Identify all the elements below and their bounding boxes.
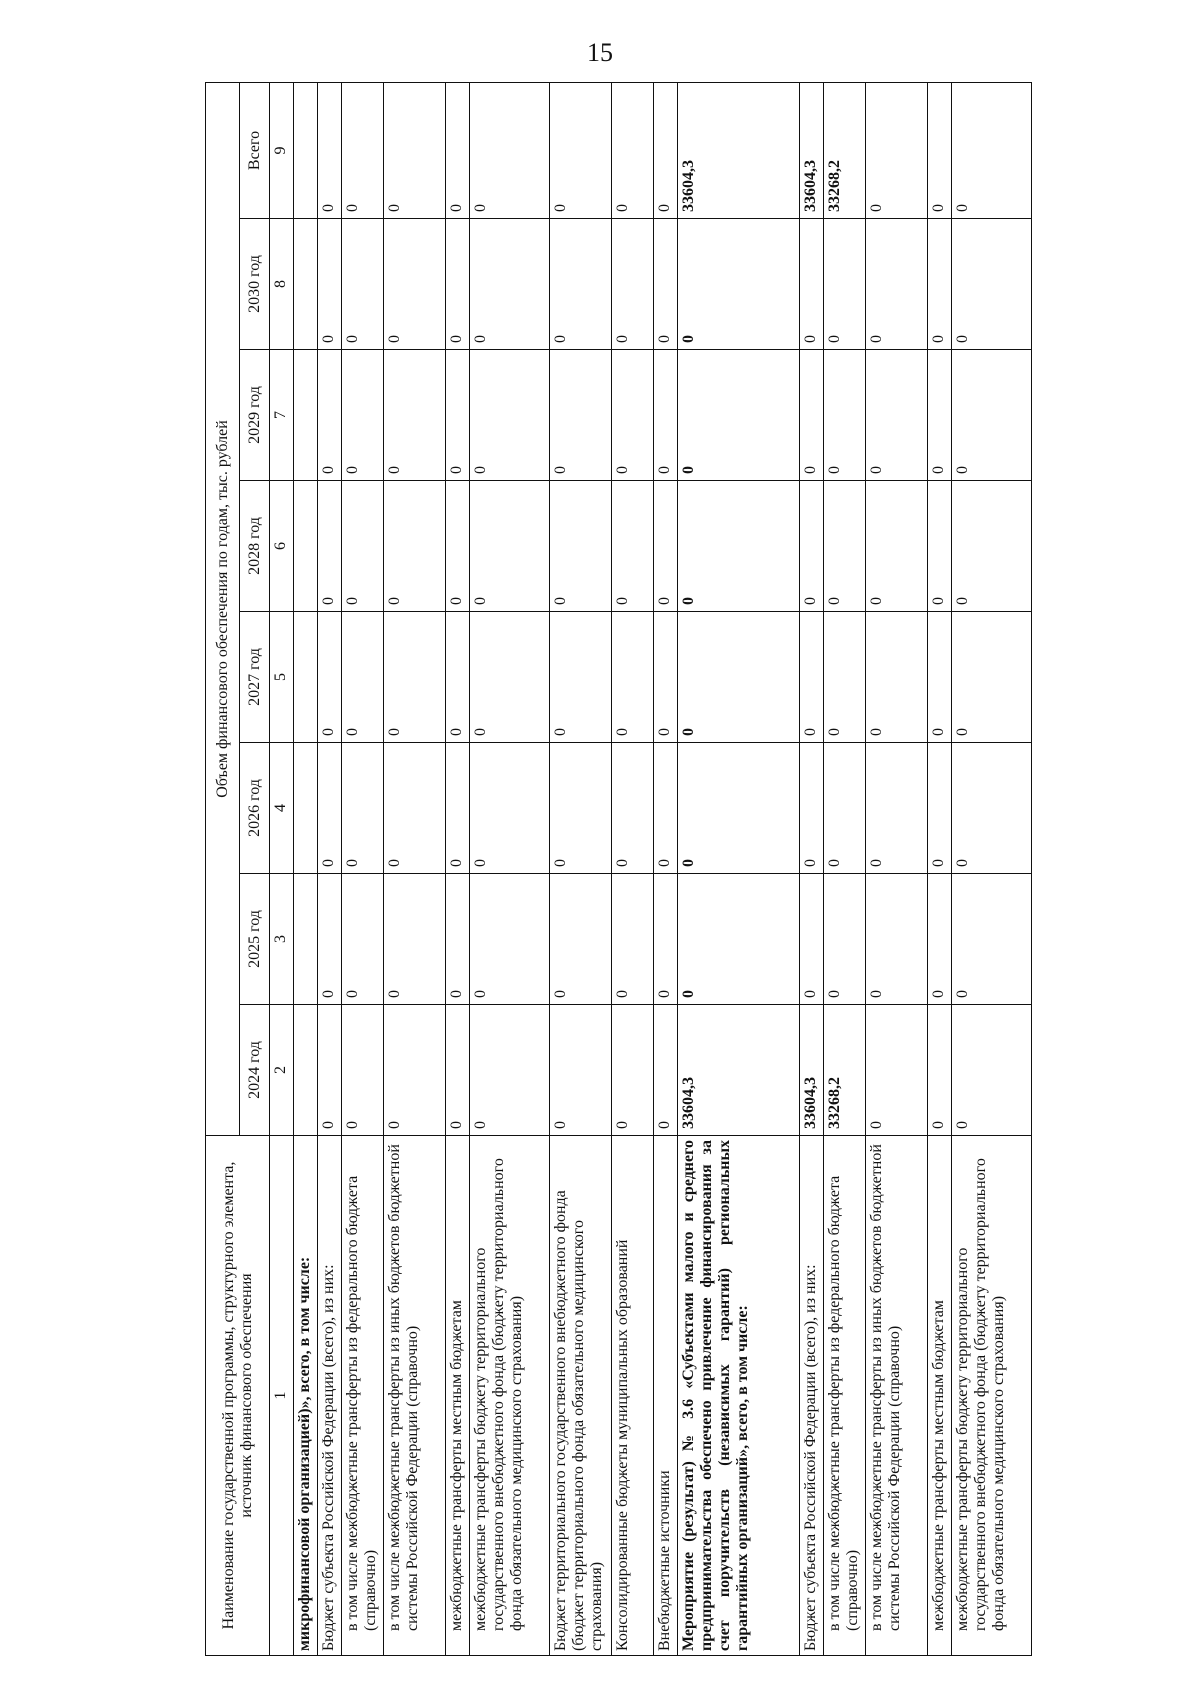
table-row — [612, 82, 654, 1655]
cell-value: 0 — [470, 350, 550, 481]
cell-value: 33268,2 — [824, 82, 866, 218]
cell-value: 0 — [654, 350, 678, 481]
cell-value: 0 — [384, 82, 446, 218]
cell-value: 33604,3 — [800, 82, 824, 218]
cell-value: 0 — [866, 350, 928, 481]
header-year: 2028 год — [240, 481, 270, 612]
cell-value: 0 — [866, 481, 928, 612]
row-label: межбюджетные трансферты местным бюджетам — [928, 1136, 952, 1656]
cell-value — [294, 612, 318, 743]
cell-value: 0 — [612, 219, 654, 350]
cell-value: 0 — [384, 219, 446, 350]
table-row — [952, 82, 1032, 1655]
column-index: 6 — [270, 481, 294, 612]
cell-value: 0 — [318, 1005, 342, 1136]
cell-value: 0 — [446, 874, 470, 1005]
cell-value: 0 — [824, 481, 866, 612]
cell-value: 0 — [384, 612, 446, 743]
cell-value: 0 — [928, 743, 952, 874]
cell-value: 0 — [928, 874, 952, 1005]
cell-value: 0 — [654, 1005, 678, 1136]
cell-value: 0 — [446, 1005, 470, 1136]
cell-value: 0 — [952, 1005, 1032, 1136]
cell-value: 0 — [446, 350, 470, 481]
header-year: 2024 год — [240, 1005, 270, 1136]
cell-value — [294, 82, 318, 218]
column-index: 5 — [270, 612, 294, 743]
cell-value: 0 — [342, 82, 384, 218]
cell-value: 0 — [800, 481, 824, 612]
row-label: в том числе межбюджетные трансферты из федерального бюджета (справочно) — [824, 1136, 866, 1656]
cell-value — [294, 350, 318, 481]
cell-value: 0 — [952, 743, 1032, 874]
cell-value: 0 — [446, 612, 470, 743]
table-row — [550, 82, 612, 1655]
cell-value: 0 — [654, 481, 678, 612]
cell-value: 0 — [342, 1005, 384, 1136]
financing-table — [205, 82, 1032, 1656]
cell-value: 0 — [678, 481, 800, 612]
cell-value: 0 — [952, 219, 1032, 350]
cell-value: 0 — [928, 82, 952, 218]
header-total: Всего — [240, 82, 270, 218]
cell-value: 0 — [678, 612, 800, 743]
header-financing-group: Объем финансового обеспечения по годам, тыс. рублей — [206, 82, 240, 1135]
row-label: Мероприятие (результат) № 3.6 «Субъектами малого и среднего предпринимательства обеспечено привлечение финансирования за счет поручительств (независимых гарантий) региональных гарантийных организаций», всего, в том числе: — [678, 1136, 800, 1656]
cell-value: 0 — [654, 743, 678, 874]
cell-value: 0 — [384, 481, 446, 612]
cell-value: 0 — [866, 743, 928, 874]
cell-value: 0 — [550, 481, 612, 612]
cell-value: 0 — [342, 350, 384, 481]
cell-value: 0 — [550, 350, 612, 481]
cell-value: 0 — [612, 612, 654, 743]
table-row — [678, 82, 800, 1655]
cell-value: 0 — [654, 612, 678, 743]
cell-value: 0 — [866, 82, 928, 218]
table-row — [318, 82, 342, 1655]
row-label: в том числе межбюджетные трансферты из иных бюджетов бюджетной системы Российской Федерации (справочно) — [384, 1136, 446, 1656]
cell-value: 0 — [800, 219, 824, 350]
cell-value: 0 — [318, 612, 342, 743]
cell-value: 0 — [952, 481, 1032, 612]
row-label: межбюджетные трансферты бюджету территориального государственного внебюджетного фонда (бюджету территориального фонда обязательного медицинского страхования) — [470, 1136, 550, 1656]
column-index: 3 — [270, 874, 294, 1005]
cell-value: 0 — [866, 612, 928, 743]
cell-value: 0 — [550, 612, 612, 743]
cell-value: 0 — [384, 874, 446, 1005]
cell-value: 0 — [342, 743, 384, 874]
cell-value: 0 — [318, 481, 342, 612]
cell-value: 0 — [928, 350, 952, 481]
cell-value: 0 — [318, 874, 342, 1005]
cell-value: 0 — [952, 82, 1032, 218]
row-label: в том числе межбюджетные трансферты из федерального бюджета (справочно) — [342, 1136, 384, 1656]
cell-value: 0 — [612, 82, 654, 218]
table-row — [824, 82, 866, 1655]
cell-value: 0 — [654, 82, 678, 218]
cell-value: 0 — [612, 743, 654, 874]
cell-value: 0 — [384, 1005, 446, 1136]
header-year: 2029 год — [240, 350, 270, 481]
cell-value: 0 — [470, 82, 550, 218]
cell-value: 33604,3 — [678, 1005, 800, 1136]
cell-value: 0 — [824, 612, 866, 743]
cell-value: 0 — [318, 82, 342, 218]
column-index: 8 — [270, 219, 294, 350]
header-year: 2026 год — [240, 743, 270, 874]
column-index: 2 — [270, 1005, 294, 1136]
rotated-table-wrapper — [205, 82, 1105, 1656]
page-number: 15 — [587, 38, 613, 67]
table-row — [384, 82, 446, 1655]
cell-value: 0 — [342, 874, 384, 1005]
cell-value: 0 — [612, 1005, 654, 1136]
cell-value: 0 — [824, 219, 866, 350]
cell-value: 33268,2 — [824, 1005, 866, 1136]
row-label: Бюджет субъекта Российской Федерации (всего), из них: — [318, 1136, 342, 1656]
cell-value: 0 — [550, 743, 612, 874]
table-row — [654, 82, 678, 1655]
cell-value — [294, 874, 318, 1005]
cell-value: 0 — [800, 743, 824, 874]
table-row — [866, 82, 928, 1655]
column-index: 4 — [270, 743, 294, 874]
cell-value — [294, 481, 318, 612]
cell-value: 0 — [678, 219, 800, 350]
table-row — [800, 82, 824, 1655]
cell-value: 0 — [470, 481, 550, 612]
header-year: 2027 год — [240, 612, 270, 743]
cell-value: 0 — [678, 350, 800, 481]
cell-value: 0 — [824, 874, 866, 1005]
cell-value: 0 — [800, 612, 824, 743]
cell-value: 0 — [612, 481, 654, 612]
row-label: в том числе межбюджетные трансферты из иных бюджетов бюджетной системы Российской Федерации (справочно) — [866, 1136, 928, 1656]
cell-value: 0 — [678, 874, 800, 1005]
row-label: микрофинансовой организацией)», всего, в том числе: — [294, 1136, 318, 1656]
cell-value: 0 — [470, 743, 550, 874]
cell-value: 0 — [342, 612, 384, 743]
column-index: 7 — [270, 350, 294, 481]
cell-value: 0 — [470, 219, 550, 350]
cell-value: 0 — [952, 612, 1032, 743]
cell-value: 0 — [952, 350, 1032, 481]
row-label: Внебюджетные источники — [654, 1136, 678, 1656]
cell-value: 33604,3 — [800, 1005, 824, 1136]
row-label: Консолидированные бюджеты муниципальных образований — [612, 1136, 654, 1656]
cell-value: 0 — [342, 481, 384, 612]
cell-value: 0 — [612, 874, 654, 1005]
row-label: межбюджетные трансферты местным бюджетам — [446, 1136, 470, 1656]
column-index: 9 — [270, 82, 294, 218]
cell-value: 0 — [800, 874, 824, 1005]
cell-value: 0 — [446, 743, 470, 874]
cell-value: 0 — [654, 874, 678, 1005]
cell-value: 0 — [446, 219, 470, 350]
table-row — [294, 82, 318, 1655]
cell-value — [294, 1005, 318, 1136]
cell-value: 0 — [866, 219, 928, 350]
cell-value: 0 — [824, 743, 866, 874]
cell-value: 0 — [470, 1005, 550, 1136]
cell-value: 0 — [550, 82, 612, 218]
row-label: Бюджет территориального государственного внебюджетного фонда (бюджет территориального фонда обязательного медицинского страхования) — [550, 1136, 612, 1656]
table-row — [342, 82, 384, 1655]
cell-value: 0 — [318, 219, 342, 350]
cell-value: 0 — [800, 350, 824, 481]
cell-value: 0 — [318, 350, 342, 481]
cell-value: 0 — [550, 219, 612, 350]
table-row — [446, 82, 470, 1655]
cell-value — [294, 743, 318, 874]
table-row — [928, 82, 952, 1655]
cell-value: 0 — [470, 874, 550, 1005]
cell-value: 0 — [550, 874, 612, 1005]
cell-value: 0 — [318, 743, 342, 874]
cell-value: 0 — [928, 219, 952, 350]
column-index: 1 — [270, 1136, 294, 1656]
cell-value: 0 — [470, 612, 550, 743]
cell-value: 0 — [550, 1005, 612, 1136]
cell-value: 0 — [928, 612, 952, 743]
cell-value: 0 — [824, 350, 866, 481]
cell-value: 0 — [612, 350, 654, 481]
cell-value: 0 — [446, 82, 470, 218]
cell-value: 0 — [678, 743, 800, 874]
row-label: Бюджет субъекта Российской Федерации (всего), из них: — [800, 1136, 824, 1656]
cell-value: 33604,3 — [678, 82, 800, 218]
cell-value — [294, 219, 318, 350]
cell-value: 0 — [866, 1005, 928, 1136]
header-source-name: Наименование государственной программы, структурного элемента, источник финансового обеспечения — [206, 1136, 270, 1656]
cell-value: 0 — [384, 743, 446, 874]
header-year: 2030 год — [240, 219, 270, 350]
row-label: межбюджетные трансферты бюджету территориального государственного внебюджетного фонда (бюджету территориального фонда обязательного медицинского страхования) — [952, 1136, 1032, 1656]
cell-value: 0 — [654, 219, 678, 350]
cell-value: 0 — [446, 481, 470, 612]
header-year: 2025 год — [240, 874, 270, 1005]
cell-value: 0 — [928, 481, 952, 612]
table-row — [470, 82, 550, 1655]
cell-value: 0 — [384, 350, 446, 481]
cell-value: 0 — [342, 219, 384, 350]
cell-value: 0 — [952, 874, 1032, 1005]
cell-value: 0 — [928, 1005, 952, 1136]
cell-value: 0 — [866, 874, 928, 1005]
